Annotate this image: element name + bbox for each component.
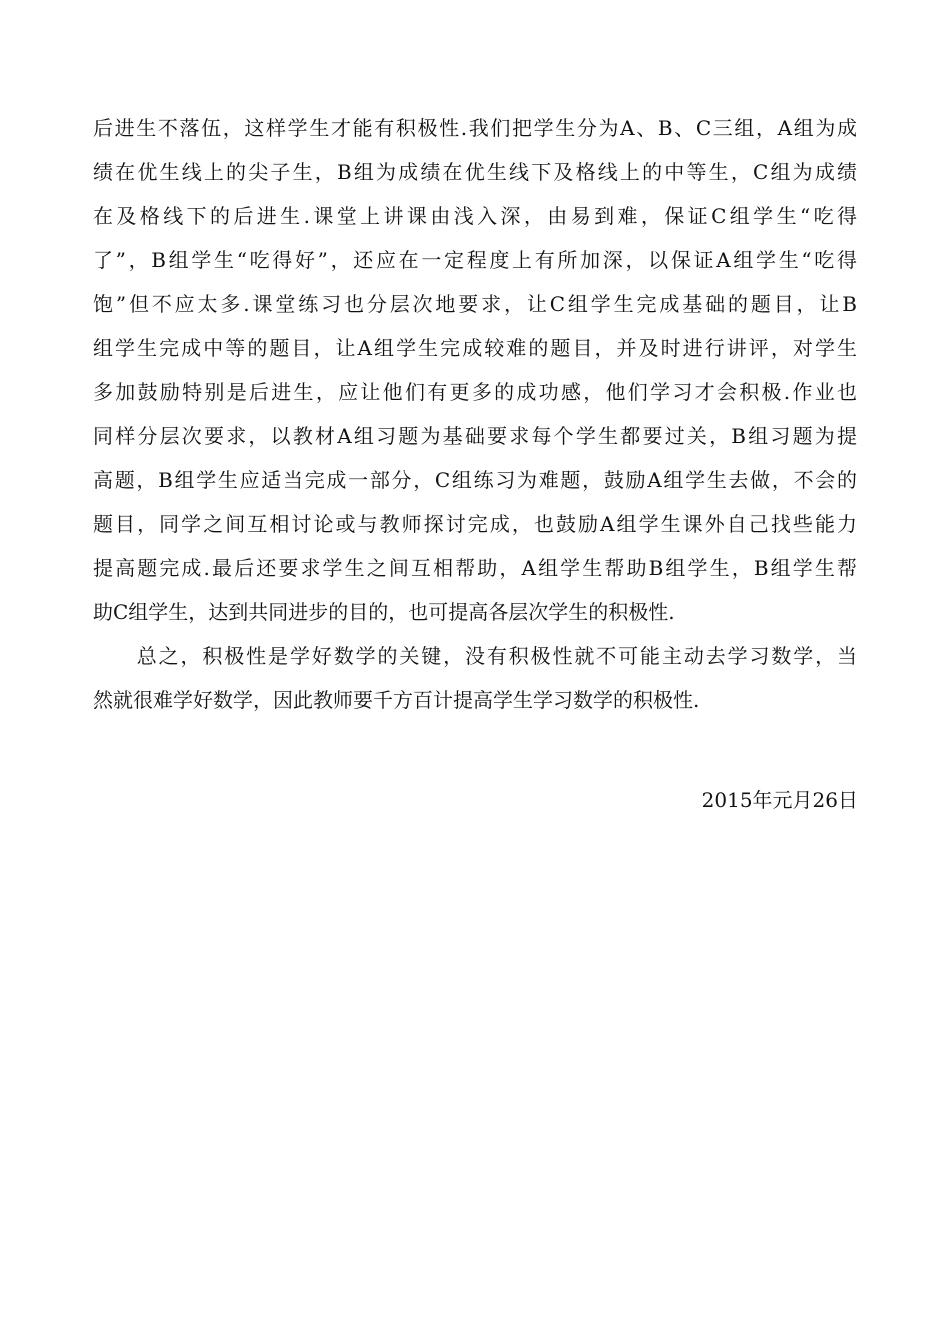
paragraph-1-line-11: 提高题完成.最后还要求学生之间互相帮助，A组学生帮助B组学生，B组学生帮	[93, 556, 857, 580]
document-date: 2015年元月26日	[701, 788, 858, 812]
paragraph-1-line-6: 组学生完成中等的题目，让A组学生完成较难的题目，并及时进行讲评，对学生	[93, 336, 857, 360]
paragraph-1-line-1: 后进生不落伍，这样学生才能有积极性.我们把学生分为A、B、C三组，A组为成	[93, 116, 857, 140]
paragraph-1-line-8: 同样分层次要求，以教材A组习题为基础要求每个学生都要过关，B组习题为提	[93, 424, 857, 448]
paragraph-1-line-2: 绩在优生线上的尖子生，B组为成绩在优生线下及格线上的中等生，C组为成绩	[93, 160, 857, 184]
paragraph-1-line-9: 高题，B组学生应适当完成一部分，C组练习为难题，鼓励A组学生去做，不会的	[93, 468, 857, 492]
paragraph-2-line-2: 然就很难学好数学，因此教师要千方百计提高学生学习数学的积极性.	[93, 688, 700, 712]
paragraph-1-line-5: 饱”但不应太多.课堂练习也分层次地要求，让C组学生完成基础的题目，让B	[93, 292, 857, 316]
paragraph-1-line-12: 助C组学生，达到共同进步的目的，也可提高各层次学生的积极性.	[93, 600, 675, 624]
paragraph-1-line-10: 题目，同学之间互相讨论或与教师探讨完成，也鼓励A组学生课外自己找些能力	[93, 512, 857, 536]
paragraph-1-line-3: 在及格线下的后进生.课堂上讲课由浅入深，由易到难，保证C组学生“吃得	[93, 204, 857, 228]
paragraph-2-line-1: 总之，积极性是学好数学的关键，没有积极性就不可能主动去学习数学，当	[93, 644, 857, 668]
paragraph-1-line-7: 多加鼓励特别是后进生，应让他们有更多的成功感，他们学习才会积极.作业也	[93, 380, 857, 404]
paragraph-1-line-4: 了”，B组学生“吃得好”，还应在一定程度上有所加深，以保证A组学生“吃得	[93, 248, 857, 272]
